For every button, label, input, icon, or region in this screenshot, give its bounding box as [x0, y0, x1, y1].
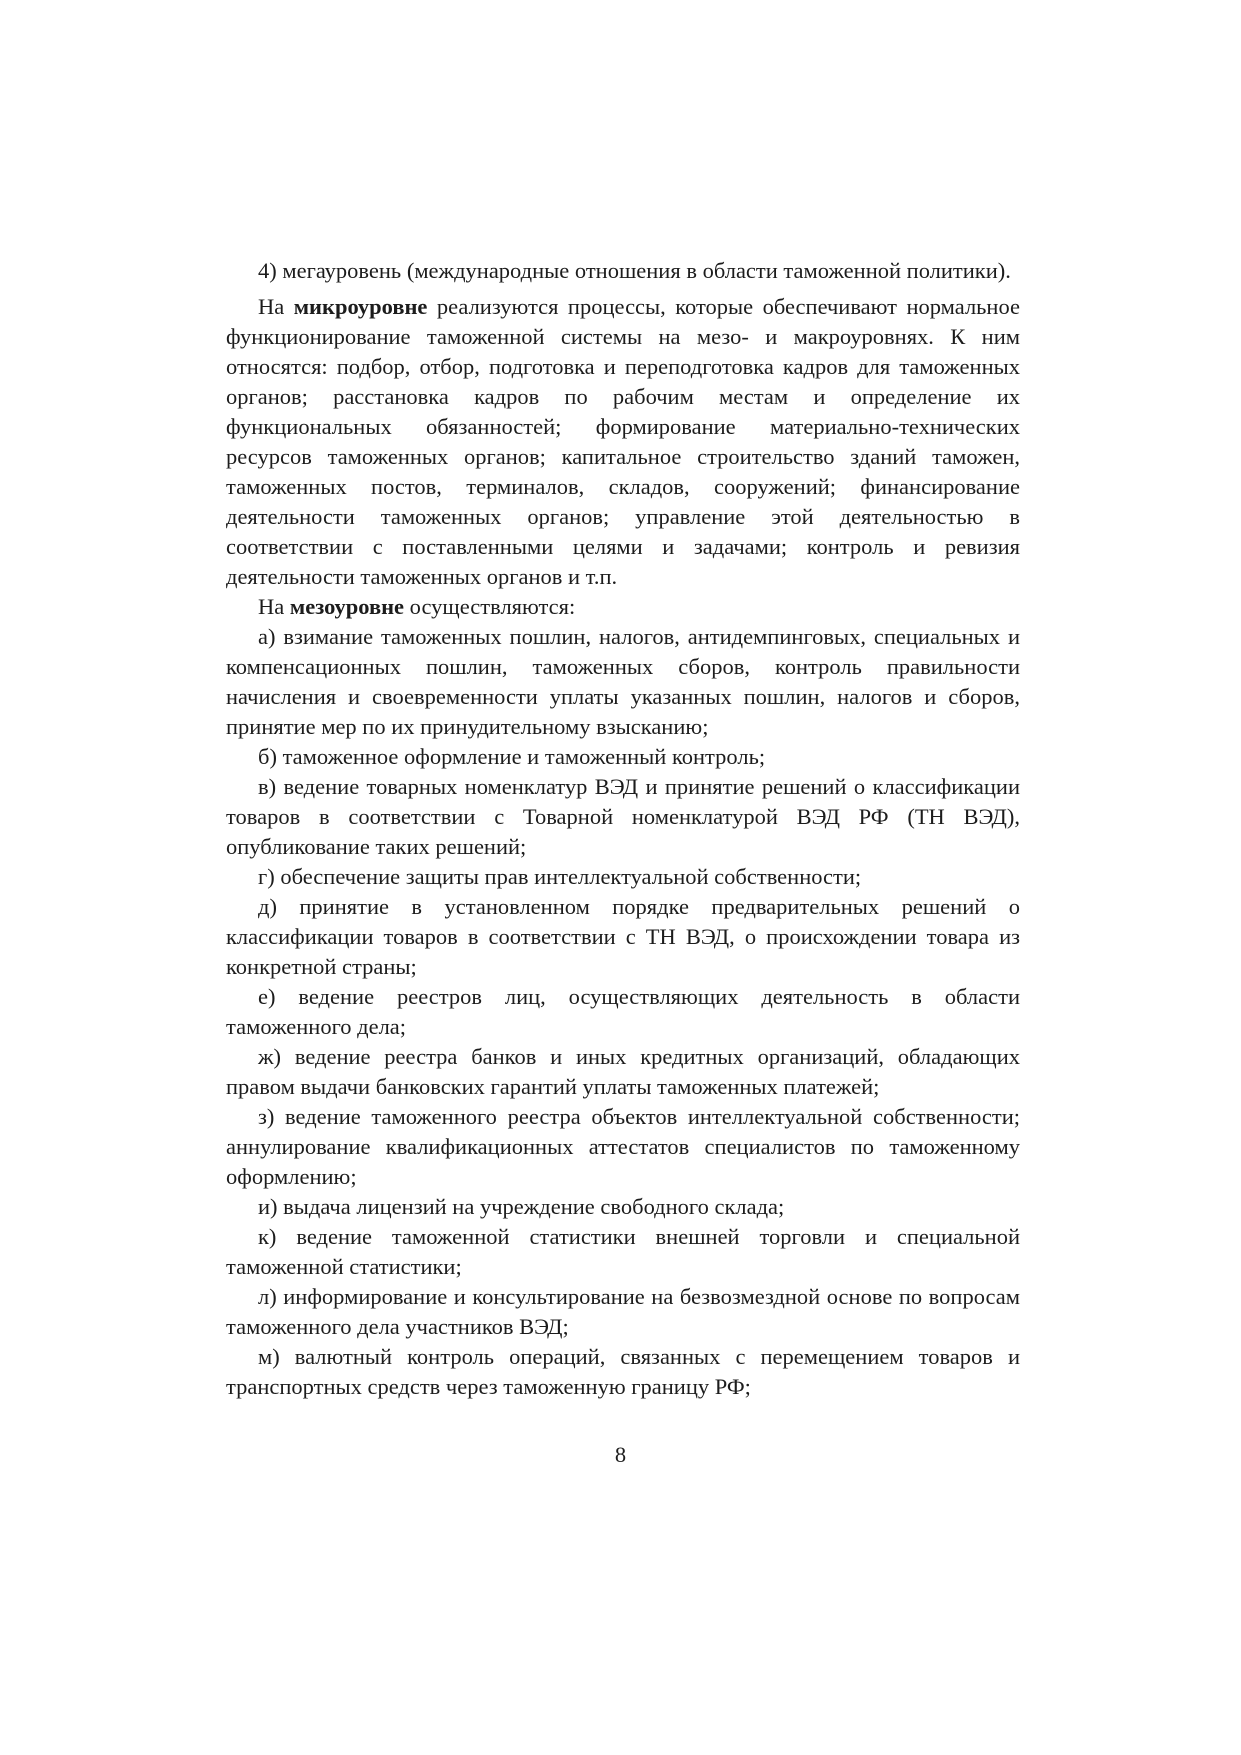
page-body — [226, 256, 1020, 1402]
paragraph-text: реализуются процессы, которые обеспечивают нормальное функционирование таможенной системы на мезо- и макроуровнях. К ним относятся: подбор, отбор, подготовка и переподготовка кадров для таможенных органов; расстановка кадров по рабочим местам и определение их функциональных обязанностей; формирование материально-технических ресурсов таможенных органов; капитальное строительство зданий таможен, таможенных постов, терминалов, складов, сооружений; финансирование деятельности таможенных органов; управление этой деятельностью в соответствии с поставленными целями и задачами; контроль и ревизия деятельности таможенных органов и т.п. — [226, 294, 1020, 589]
list-item-i: и) выдача лицензий на учреждение свободного склада; — [258, 1194, 785, 1219]
term-microlevel: микроуровне — [293, 294, 428, 319]
list-item-e: е) ведение реестров лиц, осуществляющих деятельность в области таможенного дела; — [226, 984, 1020, 1039]
list-item-zh: ж) ведение реестра банков и иных кредитных организаций, обладающих правом выдачи банковских гарантий уплаты таможенных платежей; — [226, 1044, 1020, 1099]
paragraph-mesolevel — [226, 592, 1020, 622]
list-item-k: к) ведение таможенной статистики внешней торговли и специальной таможенной статистики; — [226, 1224, 1020, 1279]
list-item-b: б) таможенное оформление и таможенный контроль; — [258, 744, 766, 769]
paragraph-lead: На — [258, 594, 290, 619]
list-item-a: а) взимание таможенных пошлин, налогов, антидемпинговых, специальных и компенсационных пошлин, таможенных сборов, контроль правильности начисления и своевременности уплаты указанных пошлин, налогов и сборов, принятие мер по их принудительному взысканию; — [226, 624, 1020, 739]
paragraph-lead: На — [258, 294, 294, 319]
list-item-z: з) ведение таможенного реестра объектов интеллектуальной собственности; аннулирование квалификационных аттестатов специалистов по таможенному оформлению; — [226, 1104, 1020, 1189]
list-item-v: в) ведение товарных номенклатур ВЭД и принятие решений о классификации товаров в соответствии с Товарной номенклатурой ВЭД РФ (ТН ВЭД), опубликование таких решений; — [226, 774, 1020, 859]
list-item-g: г) обеспечение защиты прав интеллектуальной собственности; — [258, 864, 862, 889]
paragraph-microlevel — [226, 292, 1020, 592]
list-item-d: д) принятие в установленном порядке предварительных решений о классификации товаров в соответствии с ТН ВЭД, о происхождении товара из конкретной страны; — [226, 894, 1020, 979]
paragraph-text: осуществляются: — [404, 594, 576, 619]
page-number: 8 — [614, 1442, 627, 1467]
term-mesolevel: мезоуровне — [289, 594, 405, 619]
paragraph-megalevel: 4) мегауровень (международные отношения в области таможенной политики). — [258, 258, 1011, 283]
list-item-l: л) информирование и консультирование на безвозмездной основе по вопросам таможенного дела участников ВЭД; — [226, 1284, 1020, 1339]
list-item-m: м) валютный контроль операций, связанных с перемещением товаров и транспортных средств через таможенную границу РФ; — [226, 1344, 1020, 1399]
